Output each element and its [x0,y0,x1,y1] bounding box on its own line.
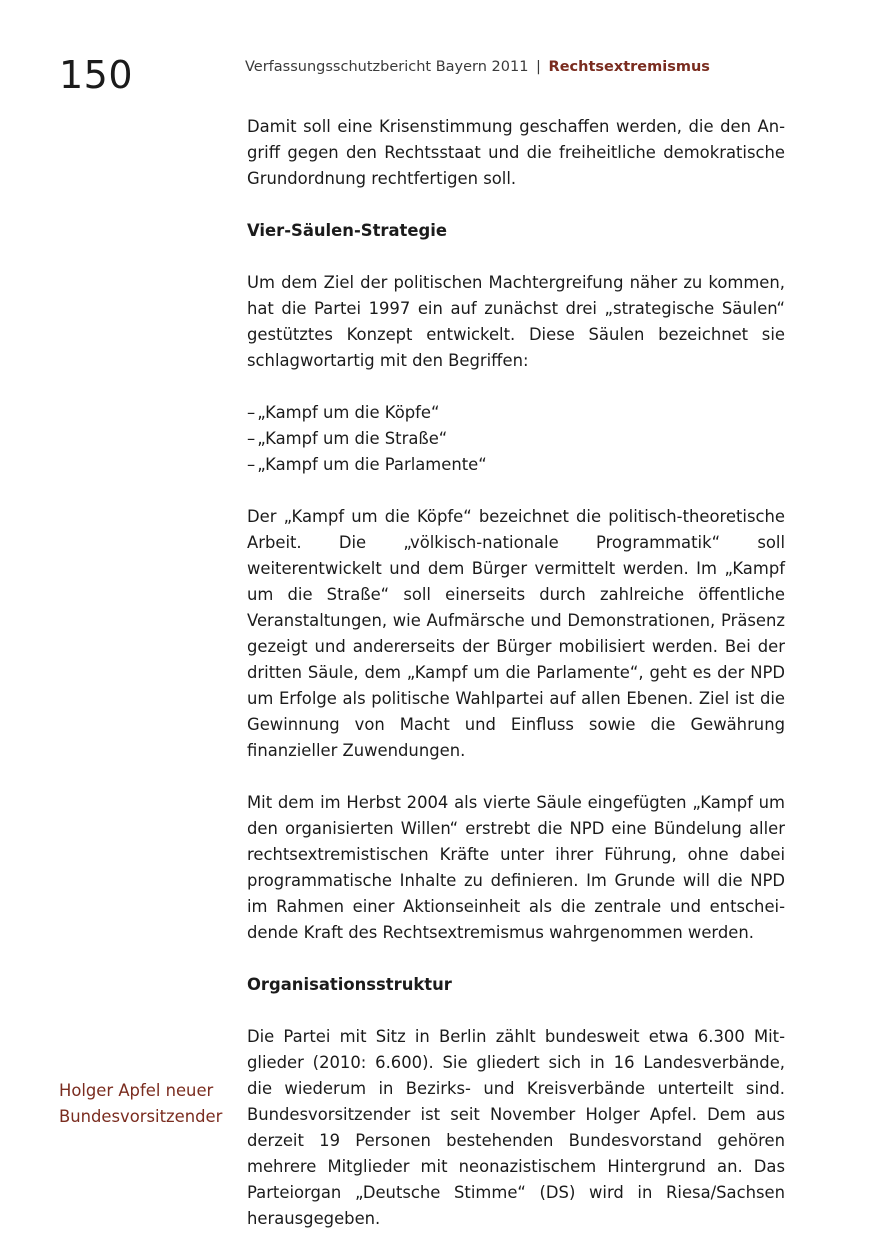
strategy-paragraph: Um dem Ziel der politischen Machtergreifung näher zu kommen, hat die Partei 1997 ein auf zunächst drei „strategische Säulen“ gestütztes Konzept entwickelt. Diese Säulen bezeichnet sie schlagwortartig mit den Begriffen: [247,273,785,370]
section-title: Rechtsextremismus [548,59,710,75]
list-item [247,400,785,426]
list-dash: – [247,403,256,422]
intro-paragraph: Damit soll eine Krisenstimmung geschaffen werden, die den Angriff gegen den Rechtsstaat und die freiheitliche demokratische Grundordnung rechtfertigen soll. [247,117,785,188]
fourth-pillar-paragraph: Mit dem im Herbst 2004 als vierte Säule eingefügten „Kampf um den organisierten Willen“ erstrebt die NPD eine Bündelung aller rechtsextremistischen Kräfte unter ihrer Führung, ohne dabei programmatische Inhalte zu definieren. Im Grunde will die NPD im Rahmen einer Aktionseinheit als die zentrale und entscheidende Kraft des Rechtsextremismus wahrgenommen werden. [247,793,785,942]
list-item [247,452,785,478]
list-item-text: „Kampf um die Straße“ [257,429,448,448]
margin-note-line: Bundesvorsitzender [59,1107,223,1126]
report-title: Verfassungsschutzbericht Bayern 2011 [245,59,529,75]
list-item-text: „Kampf um die Köpfe“ [257,403,440,422]
list-dash: – [247,429,256,448]
list-dash: – [247,455,256,474]
heading-four-pillar-strategy: Vier-Säulen-Strategie [247,221,447,240]
page-number: 150 [59,53,134,97]
margin-note [59,1078,239,1130]
heading-organisation-structure: Organisationsstruktur [247,975,452,994]
main-text-column [247,114,785,1258]
list-item-text: „Kampf um die Parlamente“ [257,455,487,474]
organisation-paragraph: Die Partei mit Sitz in Berlin zählt bundesweit etwa 6.300 Mitglieder (2010: 6.600). Sie gliedert sich in 16 Landesverbände, die wiederum in Bezirks- und Kreisverbände unterteilt sind. Bundesvorsitzender ist seit November Holger Apfel. Dem aus derzeit 19 Personen bestehenden Bundesvorstand gehören mehrere Mitglieder mit neonazistischem Hintergrund an. Das Parteiorgan „Deutsche Stimme“ (DS) wird in Riesa/Sachsen herausgegeben. [247,1027,785,1228]
pillars-list [247,400,785,478]
running-header [245,57,710,77]
margin-note-line: Holger Apfel neuer [59,1081,214,1100]
list-item [247,426,785,452]
pillars-explanation-paragraph: Der „Kampf um die Köpfe“ bezeichnet die politisch-theoretische Arbeit. Die „völkisch-nationale Programmatik“ soll weiterentwickelt und dem Bürger vermittelt werden. Im „Kampf um die Straße“ soll einerseits durch zahlreiche öffentliche Veranstaltungen, wie Aufmärsche und Demonstrationen, Präsenz gezeigt und andererseits der Bürger mobilisiert werden. Bei der dritten Säule, dem „Kampf um die Parlamente“, geht es der NPD um Erfolge als politische Wahlpartei auf allen Ebenen. Ziel ist die Gewinnung von Macht und Einfluss sowie die Gewährung finanzieller Zuwendungen. [247,507,785,760]
header-separator: | [536,59,541,75]
